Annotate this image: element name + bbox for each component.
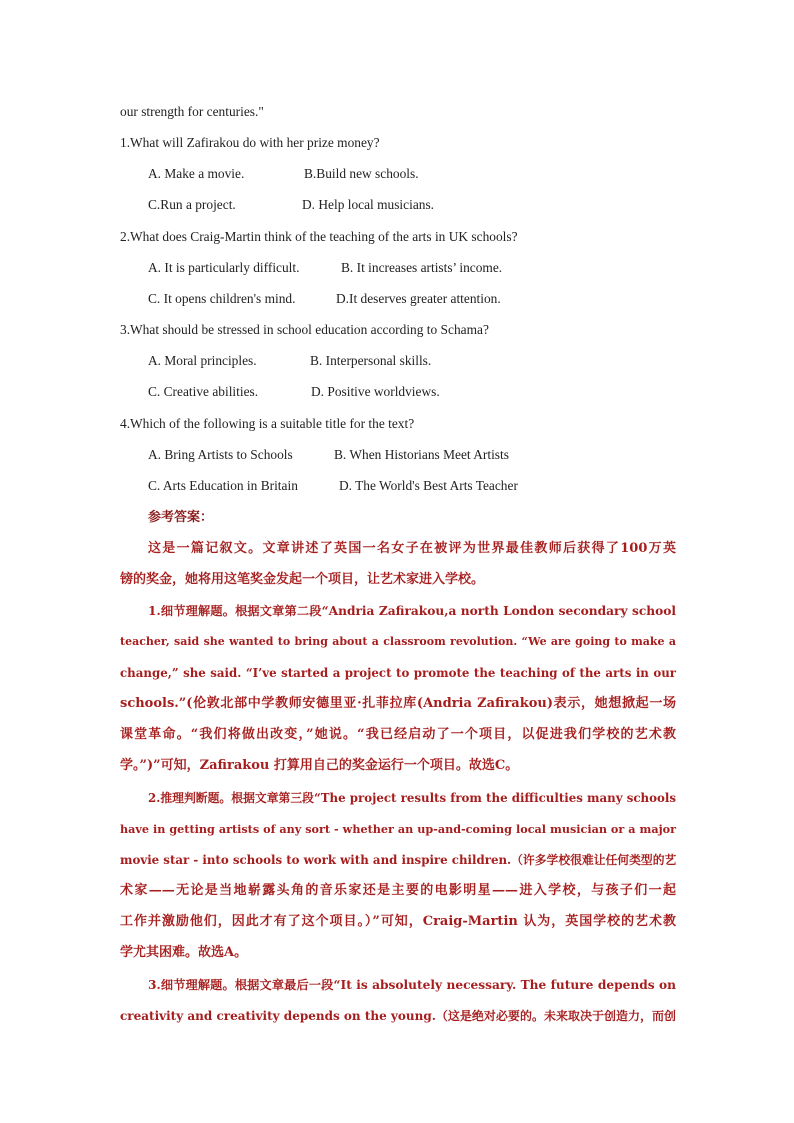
explanation-1-line: 课堂革命。“我们将做出改变，”她说。“我已经启动了一个项目，以促进我们学校的艺术教 (120, 727, 676, 742)
explanation-1-line: change,” she said. “I’ve started a project to promote the teaching of the arts in our (120, 666, 676, 680)
explanation-2-line: 工作并激励他们，因此才有了这个项目。）”可知，Craig-Martin 认为，英国学校的艺术教 (120, 914, 676, 929)
explanation-3-line: creativity and creativity depends on the young.（这是绝对必要的。未来取决于创造力，而创 (120, 1009, 676, 1023)
explanation-3-line: 3.细节理解题。根据文章最后一段“It is absolutely necessary. The future depends on (148, 978, 676, 992)
answer-summary-line: 镑的奖金，她将用这笔奖金发起一个项目，让艺术家进入学校。 (120, 572, 485, 587)
question-2-options-row-1 (148, 258, 704, 278)
question-1-options-row-1 (148, 164, 704, 184)
answer-summary-line: 这是一篇记叙文。文章讲述了英国一名女子在被评为世界最佳教师后获得了100万英 (148, 541, 676, 556)
question-3-option-c: C. Creative abilities. (148, 384, 259, 399)
passage-tail: our strength for centuries." (120, 104, 264, 119)
question-1-option-d: D. Help local musicians. (302, 197, 435, 212)
question-4-stem: 4.Which of the following is a suitable title for the text? (120, 416, 415, 431)
question-2-option-d: D.It deserves greater attention. (336, 291, 501, 306)
explanation-2-line: movie star - into schools to work with and inspire children.（许多学校很难让任何类型的艺 (120, 853, 677, 867)
question-1-options-row-2 (148, 195, 704, 215)
question-3-options-row-1 (148, 351, 704, 371)
explanation-1-line: schools.”(伦敦北部中学教师安德里亚·扎菲拉库(Andria Zafirakou)表示，她想掀起一场 (120, 696, 676, 711)
question-1-option-a: A. Make a movie. (148, 166, 245, 181)
question-2-option-b: B. It increases artists’ income. (341, 260, 503, 275)
explanation-1-line: 学。”)”可知，Zafirakou 打算用自己的奖金运行一个项目。故选C。 (120, 758, 519, 773)
question-4-options-row-1 (148, 445, 704, 465)
question-3-option-d: D. Positive worldviews. (311, 384, 440, 399)
question-4-option-d: D. The World's Best Arts Teacher (339, 478, 518, 493)
explanation-2-line: have in getting artists of any sort - whether an up-and-coming local musician or a major (120, 822, 676, 836)
answer-key-heading: 参考答案： (148, 510, 214, 525)
explanation-1-line: 1.细节理解题。根据文章第二段“Andria Zafirakou,a north London secondary school (148, 604, 676, 618)
question-2-option-a: A. It is particularly difficult. (148, 260, 300, 275)
question-4-option-a: A. Bring Artists to Schools (148, 447, 293, 462)
explanation-2-line: 2.推理判断题。根据文章第三段“The project results from the difficulties many schools (148, 791, 676, 805)
question-2-option-c: C. It opens children's mind. (148, 291, 296, 306)
explanation-2-line: 术家——无论是当地崭露头角的音乐家还是主要的电影明星——进入学校，与孩子们一起 (120, 883, 676, 898)
question-3-options-row-2 (148, 382, 704, 402)
question-1-option-c: C.Run a project. (148, 197, 236, 212)
question-3-option-b: B. Interpersonal skills. (310, 353, 432, 368)
question-2-options-row-2 (148, 289, 704, 309)
question-1-stem: 1.What will Zafirakou do with her prize money? (120, 135, 380, 150)
question-2-stem: 2.What does Craig-Martin think of the teaching of the arts in UK schools? (120, 229, 518, 244)
question-1-option-b: B.Build new schools. (304, 166, 419, 181)
question-4-option-c: C. Arts Education in Britain (148, 478, 298, 493)
question-4-option-b: B. When Historians Meet Artists (334, 447, 509, 462)
question-4-options-row-2 (148, 476, 704, 496)
question-3-option-a: A. Moral principles. (148, 353, 257, 368)
explanation-1-line: teacher, said she wanted to bring about a classroom revolution. “We are going to make a (120, 635, 676, 648)
explanation-2-line: 学尤其困难。故选A。 (120, 945, 248, 960)
question-3-stem: 3.What should be stressed in school education according to Schama? (120, 322, 489, 337)
